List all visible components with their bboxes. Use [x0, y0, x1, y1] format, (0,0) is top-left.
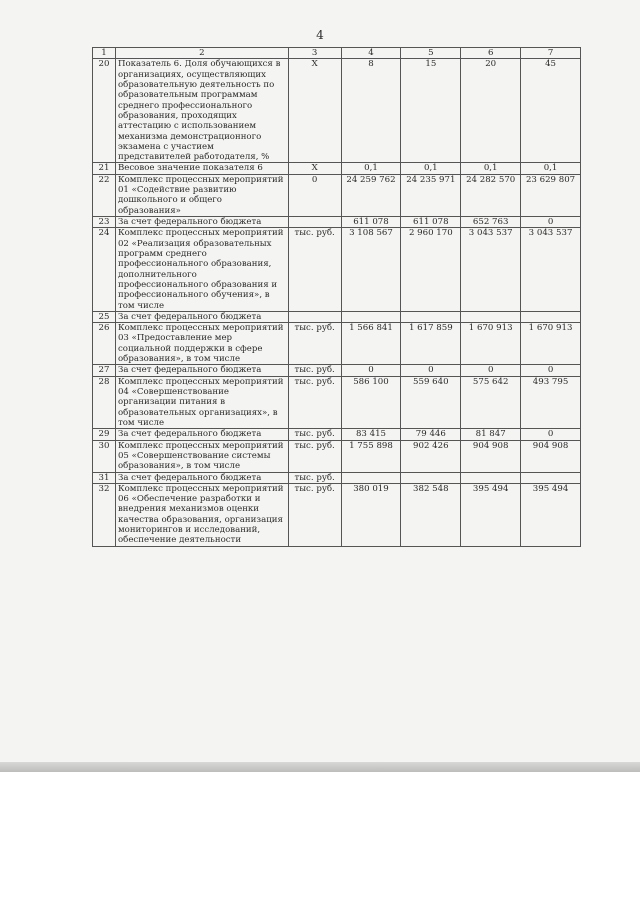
row-value-2025: 45	[521, 59, 581, 163]
row-number: 30	[93, 440, 116, 472]
row-value-2025: 0	[521, 429, 581, 440]
row-value-2022: 586 100	[341, 376, 401, 429]
row-name: Комплекс процессных мероприятий 02 «Реализация образовательных программ среднего профессионального образования, дополнительного профессионального образования и профессионального обучения», в том числе	[115, 228, 288, 312]
row-value-2023	[401, 472, 461, 483]
row-value-2025: 23 629 807	[521, 174, 581, 216]
row-value-2023: 0,1	[401, 163, 461, 174]
row-value-2023: 79 446	[401, 429, 461, 440]
row-value-2025: 395 494	[521, 483, 581, 546]
row-number: 20	[93, 59, 116, 163]
row-value-2023: 382 548	[401, 483, 461, 546]
row-number: 31	[93, 472, 116, 483]
row-value-2024: 904 908	[461, 440, 521, 472]
row-value-2022	[341, 472, 401, 483]
row-name: Комплекс процессных мероприятий 01 «Содействие развитию дошкольного и общего образования»	[115, 174, 288, 216]
row-value-2024: 81 847	[461, 429, 521, 440]
table-header-row	[93, 48, 581, 59]
row-number: 28	[93, 376, 116, 429]
row-value-2024: 395 494	[461, 483, 521, 546]
row-unit: тыс. руб.	[288, 483, 341, 546]
row-value-2024: 1 670 913	[461, 323, 521, 365]
row-unit: тыс. руб.	[288, 228, 341, 312]
table-row	[93, 472, 581, 483]
scan-bottom-edge	[0, 762, 640, 772]
table-row	[93, 376, 581, 429]
row-value-2022: 0	[341, 365, 401, 376]
table-row	[93, 59, 581, 163]
row-value-2023: 15	[401, 59, 461, 163]
header-cell-6: 6	[461, 48, 521, 59]
row-value-2024	[461, 311, 521, 322]
row-value-2025	[521, 311, 581, 322]
row-value-2022: 1 755 898	[341, 440, 401, 472]
table-row	[93, 429, 581, 440]
row-unit: 0	[288, 174, 341, 216]
row-unit: X	[288, 163, 341, 174]
row-unit: тыс. руб.	[288, 376, 341, 429]
row-number: 21	[93, 163, 116, 174]
row-number: 32	[93, 483, 116, 546]
row-value-2023: 902 426	[401, 440, 461, 472]
table-row	[93, 323, 581, 365]
row-value-2024: 0	[461, 365, 521, 376]
row-name: Комплекс процессных мероприятий 04 «Совершенствование организации питания в образовательных организациях», в том числе	[115, 376, 288, 429]
table-row	[93, 440, 581, 472]
row-value-2025	[521, 472, 581, 483]
row-unit: X	[288, 59, 341, 163]
row-value-2023: 1 617 859	[401, 323, 461, 365]
row-value-2023: 0	[401, 365, 461, 376]
header-cell-2: 2	[115, 48, 288, 59]
row-value-2025: 1 670 913	[521, 323, 581, 365]
row-value-2022	[341, 311, 401, 322]
row-value-2022: 8	[341, 59, 401, 163]
row-name: Комплекс процессных мероприятий 03 «Предоставление мер социальной поддержки в сфере образования», в том числе	[115, 323, 288, 365]
row-number: 23	[93, 217, 116, 228]
row-unit: тыс. руб.	[288, 365, 341, 376]
table-row	[93, 217, 581, 228]
row-number: 29	[93, 429, 116, 440]
row-value-2024: 652 763	[461, 217, 521, 228]
row-value-2025: 3 043 537	[521, 228, 581, 312]
row-name: За счет федерального бюджета	[115, 429, 288, 440]
row-number: 24	[93, 228, 116, 312]
row-unit	[288, 311, 341, 322]
table-row	[93, 365, 581, 376]
budget-table	[92, 47, 581, 547]
header-cell-5: 5	[401, 48, 461, 59]
row-number: 27	[93, 365, 116, 376]
row-name: Комплекс процессных мероприятий 06 «Обеспечение разработки и внедрения механизмов оценки качества образования, организация мониторингов и исследований, обеспечение деятельности	[115, 483, 288, 546]
table-row	[93, 163, 581, 174]
row-value-2022: 83 415	[341, 429, 401, 440]
row-value-2024: 575 642	[461, 376, 521, 429]
row-unit: тыс. руб.	[288, 429, 341, 440]
row-name: За счет федерального бюджета	[115, 217, 288, 228]
row-name: За счет федерального бюджета	[115, 311, 288, 322]
row-unit	[288, 217, 341, 228]
row-value-2024: 24 282 570	[461, 174, 521, 216]
header-cell-4: 4	[341, 48, 401, 59]
row-value-2025: 493 795	[521, 376, 581, 429]
row-value-2023: 2 960 170	[401, 228, 461, 312]
header-cell-7: 7	[521, 48, 581, 59]
row-value-2025: 0,1	[521, 163, 581, 174]
row-value-2023	[401, 311, 461, 322]
row-value-2022: 611 078	[341, 217, 401, 228]
row-value-2024	[461, 472, 521, 483]
row-value-2022: 3 108 567	[341, 228, 401, 312]
page-number: 4	[316, 28, 324, 42]
row-value-2022: 0,1	[341, 163, 401, 174]
row-name: За счет федерального бюджета	[115, 472, 288, 483]
row-value-2025: 0	[521, 217, 581, 228]
row-name: Показатель 6. Доля обучающихся в организациях, осуществляющих образовательную деятельность по образовательным программам среднего профессионального образования, проходящих аттестацию с использованием механизма демонстрационного экзамена с участием представителей работодателя, %	[115, 59, 288, 163]
row-value-2024: 0,1	[461, 163, 521, 174]
row-unit: тыс. руб.	[288, 472, 341, 483]
row-value-2022: 1 566 841	[341, 323, 401, 365]
row-number: 25	[93, 311, 116, 322]
row-name: Комплекс процессных мероприятий 05 «Совершенствование системы образования», в том числе	[115, 440, 288, 472]
table-row	[93, 311, 581, 322]
row-number: 26	[93, 323, 116, 365]
row-value-2023: 559 640	[401, 376, 461, 429]
row-value-2023: 24 235 971	[401, 174, 461, 216]
table-row	[93, 174, 581, 216]
row-value-2024: 3 043 537	[461, 228, 521, 312]
row-value-2022: 24 259 762	[341, 174, 401, 216]
row-name: За счет федерального бюджета	[115, 365, 288, 376]
table-row	[93, 228, 581, 312]
table-body	[93, 48, 581, 547]
row-value-2022: 380 019	[341, 483, 401, 546]
row-unit: тыс. руб.	[288, 440, 341, 472]
row-value-2023: 611 078	[401, 217, 461, 228]
table-row	[93, 483, 581, 546]
row-value-2024: 20	[461, 59, 521, 163]
header-cell-3: 3	[288, 48, 341, 59]
row-value-2025: 0	[521, 365, 581, 376]
header-cell-1: 1	[93, 48, 116, 59]
row-unit: тыс. руб.	[288, 323, 341, 365]
row-number: 22	[93, 174, 116, 216]
row-value-2025: 904 908	[521, 440, 581, 472]
row-name: Весовое значение показателя 6	[115, 163, 288, 174]
